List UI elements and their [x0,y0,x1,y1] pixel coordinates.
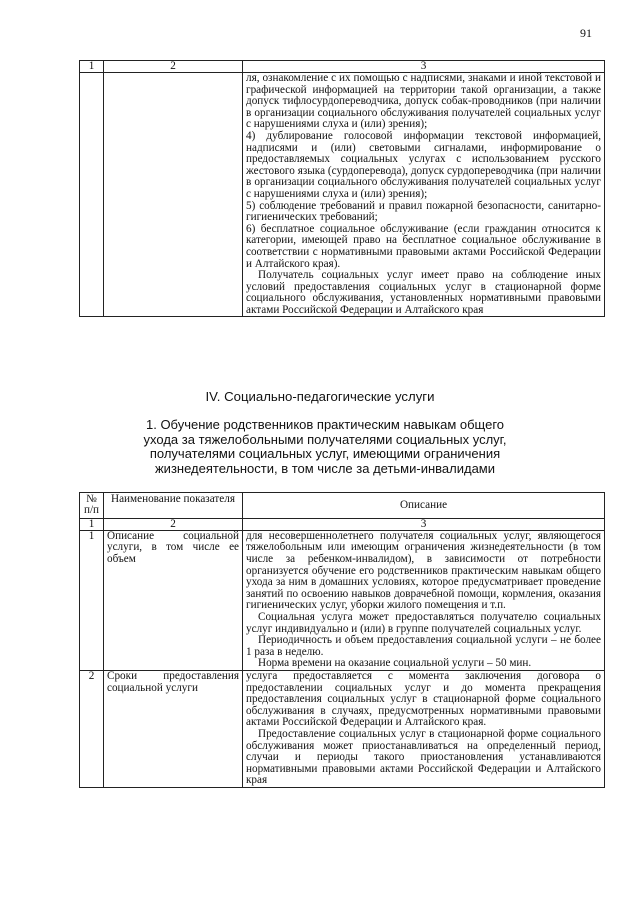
col-number: 1 [80,61,104,73]
closing-paragraph: Получатель социальных услуг имеет право на соблюдение иных условий предоставления социальных услуг в стационарной форме социального обслуживания, установленных нормативными правовыми актами Российской Федерации и Алтайского края [246,269,601,316]
col-number: 2 [104,61,243,73]
continued-text: ля, ознакомление с их помощью с надписями, знаками и иной текстовой и графической информацией на территории такой организации, а также допуск тифлосурдопереводчика, допуск собак-проводников (при наличии в организации социального обслуживания получателей социальных услуг с нарушениями слуха и (или) зрения); [246,72,601,131]
description-paragraph: Норма времени на оказание социальной услуги – 50 мин. [258,657,532,670]
row-description-cell [243,530,605,670]
column-number-row [80,518,605,530]
header-indicator: Наименование показателя [104,493,243,519]
row-number-cell [80,73,104,317]
header-row [80,493,605,519]
col-number: 3 [243,518,605,530]
description-paragraph: Социальная услуга может предоставляться получателю социальных услуг индивидуально и (или) в группе получателей социальных услуг. [246,610,601,635]
row-description-cell [243,73,605,317]
column-number-row [80,61,605,73]
col-number: 1 [80,518,104,530]
list-item-5: 5) соблюдение требований и правил пожарной безопасности, санитарно-гигиенических требований; [246,199,601,224]
col-number: 2 [104,518,243,530]
table-row [80,670,605,787]
continuation-table [79,60,605,317]
subsection-title: 1. Обучение родственников практическим навыкам общего ухода за тяжелобольными получателями социальных услуг, получателями социальных услуг, имеющими ограничения жизнедеятельности, в том числе за детьми-инвалидами [143,417,507,476]
table-row [80,73,605,317]
description-paragraph: услуга предоставляется с момента заключения договора о предоставлении социальных услуг и до момента прекращения предоставления социальных услуг в стационарной форме социального обслуживания в случаях, предусмотренных нормативными правовыми актами Российской Федерации и Алтайского края. [246,669,601,729]
header-number: № п/п [80,493,104,519]
list-item-6: 6) бесплатное социальное обслуживание (если гражданин относится к категории, имеющей право на бесплатное социальное обслуживание в соответствии с нормативными правовыми актами Российской Федерации и Алтайского края). [246,222,601,270]
description-paragraph: Периодичность и объем предоставления социальной услуги – не более 1 раза в неделю. [246,634,601,658]
col-number: 3 [243,61,605,73]
description-paragraph: для несовершеннолетнего получателя социальных услуг, являющегося тяжелобольным или имеющим ограничения жизнедеятельности (в том числе за ребенком-инвалидом), в зависимости от потребности организуется обучение его родственников практическим навыкам общего ухода за ним в домашних условиях, которое предусматривает проведение занятий по освоению навыков доврачебной помощи, кормления, оказания гигиенических услуг, уборки жилого помещения и т.п. [246,529,601,612]
description-paragraph: Предоставление социальных услуг в стационарной форме социального обслуживания может приостанавливаться на определенный период, случаи и периоды такого приостановления устанавливаются нормативными правовыми актами Российской Федерации и Алтайского края [246,727,601,787]
row-name-cell: Сроки предоставления социальной услуги [104,670,243,787]
service-table [79,492,605,788]
row-name-cell: Описание социальной услуги, в том числе ее объем [104,530,243,670]
header-description: Описание [243,493,605,519]
row-name-cell [104,73,243,317]
section-heading: IV. Социально-педагогические услуги [205,389,435,404]
row-number-cell: 1 [80,530,104,670]
table-row [80,530,605,670]
row-description-cell [243,670,605,787]
page-number: 91 [580,26,592,40]
list-item-4: 4) дублирование голосовой информации текстовой информацией, надписями и (или) световыми сигналами, информирование о предоставляемых социальных услугах с использованием русского жестового языка (сурдоперевода), допуск сурдопереводчика (при наличии в организации социального обслуживания получателей социальных услуг с нарушениями слуха и (или) зрения); [246,129,601,200]
row-number-cell: 2 [80,670,104,787]
